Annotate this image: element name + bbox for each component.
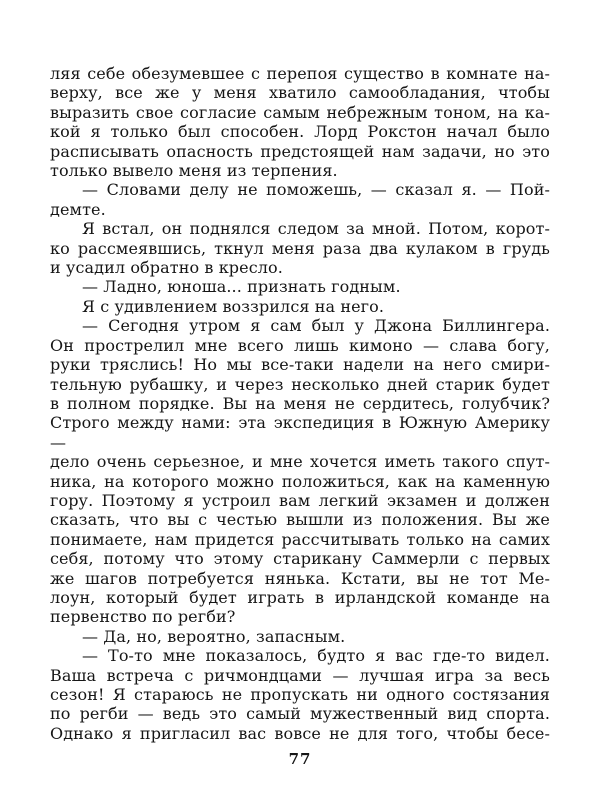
text-line: Ваша встреча с ричмондцами — лучшая игра за весь: [50, 665, 550, 685]
text-line: тельную рубашку, и через несколько дней старик будет: [50, 374, 550, 394]
text-line: Однако я пригласил вас вовсе не для того, чтобы бесе-: [50, 723, 550, 743]
text-line: ника, на которого можно положиться, как на каменную: [50, 471, 550, 491]
text-line: Он прострелил мне всего лишь кимоно — слава богу,: [50, 335, 550, 355]
text-line: же шагов потребуется нянька. Кстати, вы не тот Ме-: [50, 568, 550, 588]
text-line: выразить свое согласие самым небрежным тоном, на ка-: [50, 102, 550, 122]
text-line: ко рассмеявшись, ткнул меня раза два кулаком в грудь: [50, 238, 550, 258]
text-line: в полном порядке. Вы на меня не сердитесь, голубчик?: [50, 393, 550, 413]
page-number: 77: [288, 750, 312, 769]
text-line: демте.: [50, 199, 106, 219]
text-line: понимаете, нам придется рассчитывать только на самих: [50, 529, 550, 549]
text-line: себя, потому что этому старикану Саммерли с первых: [50, 549, 550, 569]
text-line: лоун, который будет играть в ирландской команде на: [50, 587, 550, 607]
text-line: и усадил обратно в кресло.: [50, 258, 283, 278]
text-line: — Словами делу не поможешь, — сказал я. — Пой-: [82, 180, 550, 200]
text-line: — То-то мне показалось, будто я вас где-то видел.: [82, 646, 550, 666]
page-text-block: [50, 64, 550, 770]
text-line: — Ладно, юноша... признать годным.: [82, 277, 401, 297]
text-line: сезон! Я стараюсь не пропускать ни одного состязания: [50, 685, 550, 704]
text-line: — Сегодня утром я сам был у Джона Биллингера.: [82, 316, 550, 336]
text-line: Я с удивлением воззрился на него.: [82, 296, 385, 316]
text-line: верху, все же у меня хватило самообладания, чтобы: [50, 83, 550, 103]
text-line: кой я только был способен. Лорд Рокстон начал было: [50, 122, 550, 142]
text-line: только вывело меня из терпения.: [50, 161, 338, 181]
text-line: дело очень серьезное, и мне хочется иметь такого спут-: [50, 452, 550, 472]
text-line: Я встал, он поднялся следом за мной. Потом, корот-: [82, 219, 550, 239]
text-line: первенство по регби?: [50, 607, 236, 627]
text-line: сказать, что вы с честью вышли из положения. Вы же: [50, 510, 550, 530]
text-line: — Да, но, вероятно, запасным.: [82, 626, 346, 646]
text-line: по регби — ведь это самый мужественный вид спорта.: [50, 704, 550, 724]
text-line: гору. Поэтому я устроил вам легкий экзамен и должен: [50, 490, 550, 510]
text-line: Строго между нами: эта экспедиция в Южную Америку —: [50, 413, 550, 452]
text-line: расписывать опасность предстоящей нам задачи, но это: [50, 141, 550, 161]
text-line: руки тряслись! Но мы все-таки надели на него смири-: [50, 355, 550, 375]
text-line: ляя себе обезумевшее с перепоя существо в комнате на-: [50, 64, 550, 83]
